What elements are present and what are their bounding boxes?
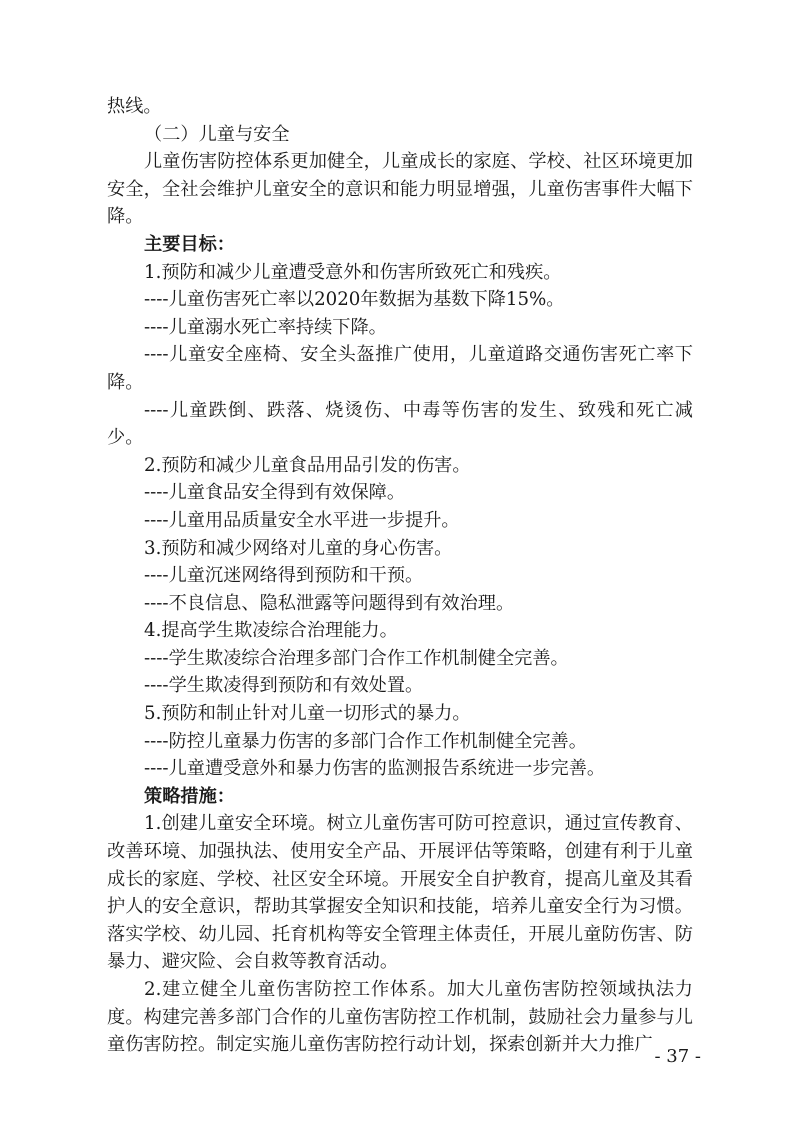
goal-subitem: ----学生欺凌得到预防和有效处置。 [144,675,424,697]
goal-subitem: ----儿童溺水死亡率持续下降。 [144,316,387,338]
goal-subitem: ----防控儿童暴力伤害的多部门合作工作机制健全完善。 [144,730,587,752]
goal-item: 3.预防和减少网络对儿童的身心伤害。 [144,537,453,559]
goal-subitem: ----不良信息、隐私泄露等问题得到有效治理。 [144,592,515,614]
main-goals-heading: 主要目标： [144,233,235,255]
goal-item: 4.提高学生欺凌综合治理能力。 [144,620,398,642]
goal-item: 1.预防和减少儿童遭受意外和伤害所致死亡和残疾。 [144,261,562,283]
goal-item: 2.预防和减少儿童食品用品引发的伤害。 [144,454,471,476]
section-heading: （二）儿童与安全 [144,123,290,145]
goal-subitem: ----儿童沉迷网络得到预防和干预。 [144,565,424,587]
goal-item: 5.预防和制止针对儿童一切形式的暴力。 [144,703,471,725]
document-body [107,93,693,1059]
strategy-item: 1.创建儿童安全环境。树立儿童伤害可防可控意识，通过宣传教育、改善环境、加强执法、使用安全产品、开展评估等策略，创建有利于儿童成长的家庭、学校、社区安全环境。开展安全自护教育，提高儿童及其看护人的安全意识，帮助其掌握安全知识和技能，培养儿童安全行为习惯。落实学校、幼儿园、托育机构等安全管理主体责任，开展儿童防伤害、防暴力、避灾险、会自救等教育活动。 [107,813,693,973]
section-intro: 儿童伤害防控体系更加健全，儿童成长的家庭、学校、社区环境更加安全，全社会维护儿童安全的意识和能力明显增强，儿童伤害事件大幅下降。 [107,151,693,228]
goal-subitem: ----儿童跌倒、跌落、烧烫伤、中毒等伤害的发生、致残和死亡减少。 [107,399,693,449]
strategy-heading: 策略措施： [144,785,235,807]
paragraph-continuation: 热线。 [107,96,162,117]
goal-subitem: ----儿童食品安全得到有效保障。 [144,482,406,504]
goal-subitem: ----儿童安全座椅、安全头盔推广使用，儿童道路交通伤害死亡率下降。 [107,344,693,393]
goal-subitem: ----儿童伤害死亡率以2020年数据为基数下降15%。 [144,289,565,311]
page-number: - 37 - [654,1046,701,1067]
goal-subitem: ----儿童遭受意外和暴力伤害的监测报告系统进一步完善。 [144,758,606,780]
strategy-item: 2.建立健全儿童伤害防控工作体系。加大儿童伤害防控领域执法力度。构建完善多部门合作的儿童伤害防控工作机制，鼓励社会力量参与儿童伤害防控。制定实施儿童伤害防控行动计划，探索创新并大力推广 [107,979,693,1056]
goal-subitem: ----儿童用品质量安全水平进一步提升。 [144,509,460,531]
goal-subitem: ----学生欺凌综合治理多部门合作工作机制健全完善。 [144,647,569,669]
